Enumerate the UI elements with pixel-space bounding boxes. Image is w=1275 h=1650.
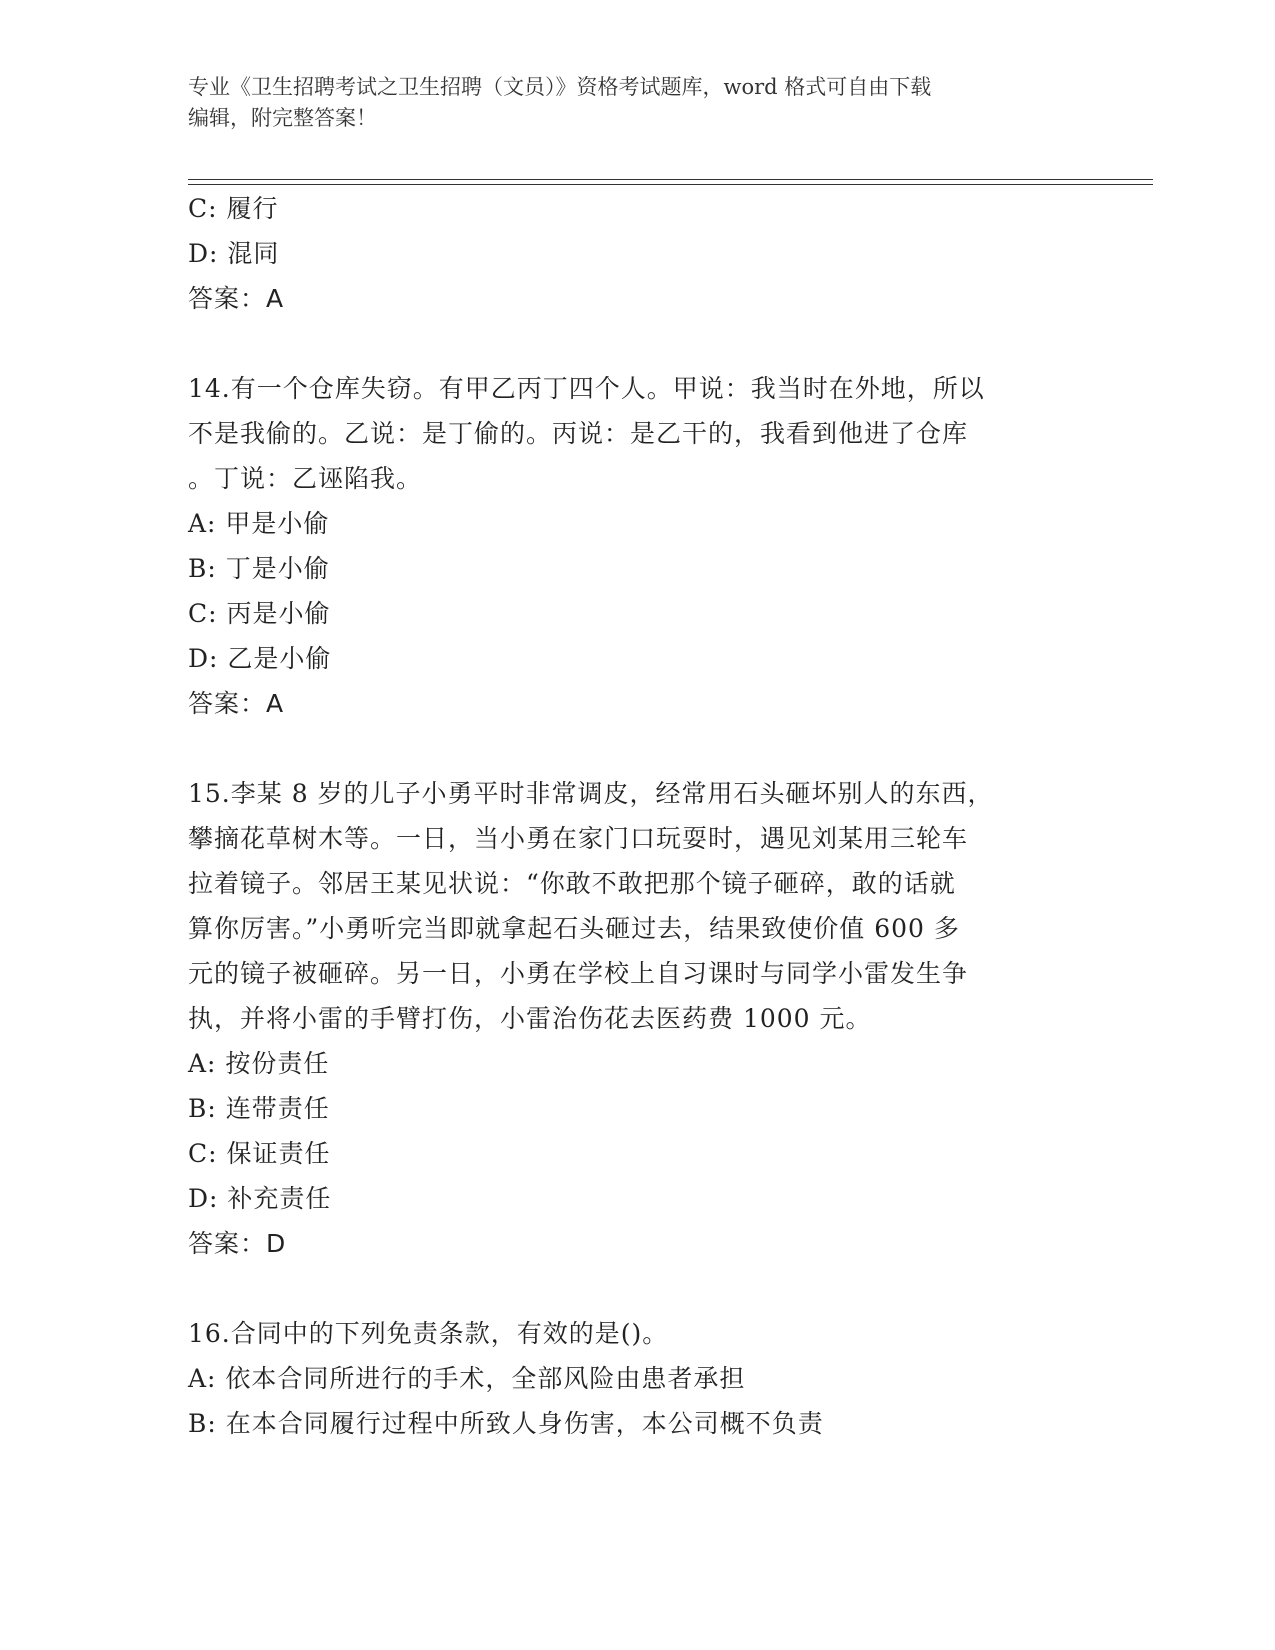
q14-answer: 答案：A — [188, 689, 285, 718]
q14-text-line-1: 14.有一个仓库失窃。有甲乙丙丁四个人。甲说：我当时在外地，所以 — [188, 374, 985, 403]
q15-text-line-3: 拉着镜子。邻居王某见状说：“你敢不敢把那个镜子砸碎，敢的话就 — [188, 869, 956, 898]
q15-text-line-5: 元的镜子被砸碎。另一日，小勇在学校上自习课时与同学小雷发生争 — [188, 959, 969, 988]
q16-option-b: B: 在本合同履行过程中所致人身伤害，本公司概不负责 — [188, 1409, 824, 1438]
q13-answer: 答案：A — [188, 284, 285, 313]
q14-text-line-2: 不是我偷的。乙说：是丁偷的。丙说：是乙干的，我看到他进了仓库 — [188, 419, 969, 448]
header-divider-bottom — [188, 184, 1153, 185]
q15-text-line-2: 攀摘花草树木等。一日，当小勇在家门口玩耍时，遇见刘某用三轮车 — [188, 824, 969, 853]
q16-option-a: A: 依本合同所进行的手术，全部风险由患者承担 — [188, 1364, 746, 1393]
q14-option-a: A: 甲是小偷 — [188, 509, 330, 538]
header-line-2: 编辑，附完整答案！ — [188, 106, 377, 130]
document-header — [188, 72, 1068, 134]
q15-option-b: B: 连带责任 — [188, 1094, 330, 1123]
q14-option-d: D: 乙是小偷 — [188, 644, 332, 673]
q15-text-line-6: 执，并将小雷的手臂打伤，小雷治伤花去医药费 1000 元。 — [188, 1004, 872, 1033]
q13-option-c: C: 履行 — [188, 194, 279, 223]
q14-option-c: C: 丙是小偷 — [188, 599, 331, 628]
header-divider-top — [188, 179, 1153, 180]
q14-text-line-3: 。丁说：乙诬陷我。 — [188, 464, 423, 493]
q15-option-c: C: 保证责任 — [188, 1139, 331, 1168]
q13-option-d: D: 混同 — [188, 239, 280, 268]
q15-answer: 答案：D — [188, 1229, 287, 1258]
q14-option-b: B: 丁是小偷 — [188, 554, 330, 583]
q15-option-d: D: 补充责任 — [188, 1184, 332, 1213]
header-line-1: 专业《卫生招聘考试之卫生招聘（文员）》资格考试题库，word 格式可自由下载 — [188, 75, 932, 99]
q15-text-line-1: 15.李某 8 岁的儿子小勇平时非常调皮，经常用石头砸坏别人的东西， — [188, 779, 994, 808]
q15-option-a: A: 按份责任 — [188, 1049, 330, 1078]
q15-text-line-4: 算你厉害。”小勇听完当即就拿起石头砸过去，结果致使价值 600 多 — [188, 914, 960, 943]
q16-text-line-1: 16.合同中的下列免责条款，有效的是()。 — [188, 1319, 669, 1348]
